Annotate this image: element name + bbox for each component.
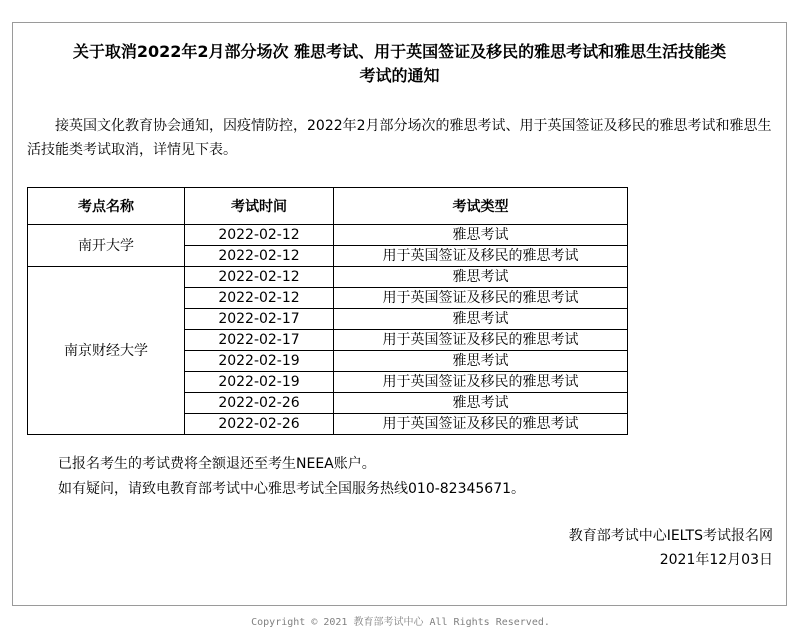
notice-title-line1: 关于取消2022年2月部分场次 雅思考试、用于英国签证及移民的雅思考试和雅思生活技能类 xyxy=(72,42,727,61)
hotline-note: 如有疑问，请致电教育部考试中心雅思考试全国服务热线010-82345671。 xyxy=(58,481,526,497)
date-cell: 2022-02-19 xyxy=(185,372,334,393)
type-cell: 雅思考试 xyxy=(334,267,628,288)
type-cell: 雅思考试 xyxy=(334,393,628,414)
table-row xyxy=(28,267,628,288)
table-row xyxy=(28,225,628,246)
date-cell: 2022-02-12 xyxy=(185,225,334,246)
venue-cell: 南京财经大学 xyxy=(28,267,185,435)
header-type: 考试类型 xyxy=(334,188,628,225)
date-cell: 2022-02-19 xyxy=(185,351,334,372)
notice-title-line2: 考试的通知 xyxy=(359,66,440,85)
table-header-row xyxy=(28,188,628,225)
type-cell: 用于英国签证及移民的雅思考试 xyxy=(334,372,628,393)
signature-org: 教育部考试中心IELTS考试报名网 xyxy=(568,528,773,544)
venue-cell: 南开大学 xyxy=(28,225,185,267)
date-cell: 2022-02-26 xyxy=(185,393,334,414)
date-cell: 2022-02-12 xyxy=(185,267,334,288)
notice-title xyxy=(12,40,787,88)
date-cell: 2022-02-12 xyxy=(185,246,334,267)
type-cell: 用于英国签证及移民的雅思考试 xyxy=(334,288,628,309)
type-cell: 雅思考试 xyxy=(334,309,628,330)
type-cell: 用于英国签证及移民的雅思考试 xyxy=(334,246,628,267)
date-cell: 2022-02-26 xyxy=(185,414,334,435)
date-cell: 2022-02-17 xyxy=(185,309,334,330)
signature-date: 2021年12月03日 xyxy=(659,552,773,568)
date-cell: 2022-02-17 xyxy=(185,330,334,351)
header-date: 考试时间 xyxy=(185,188,334,225)
cancellation-table xyxy=(27,187,628,435)
header-venue: 考点名称 xyxy=(28,188,185,225)
notice-intro: 接英国文化教育协会通知，因疫情防控，2022年2月部分场次的雅思考试、用于英国签证及移民的雅思考试和雅思生活技能类考试取消，详情见下表。 xyxy=(27,118,772,158)
type-cell: 用于英国签证及移民的雅思考试 xyxy=(334,414,628,435)
type-cell: 雅思考试 xyxy=(334,225,628,246)
date-cell: 2022-02-12 xyxy=(185,288,334,309)
refund-note: 已报名考生的考试费将全额退还至考生NEEA账户。 xyxy=(58,456,376,472)
type-cell: 雅思考试 xyxy=(334,351,628,372)
type-cell: 用于英国签证及移民的雅思考试 xyxy=(334,330,628,351)
copyright-footer: Copyright © 2021 教育部考试中心 All Rights Reserved. xyxy=(251,617,550,628)
